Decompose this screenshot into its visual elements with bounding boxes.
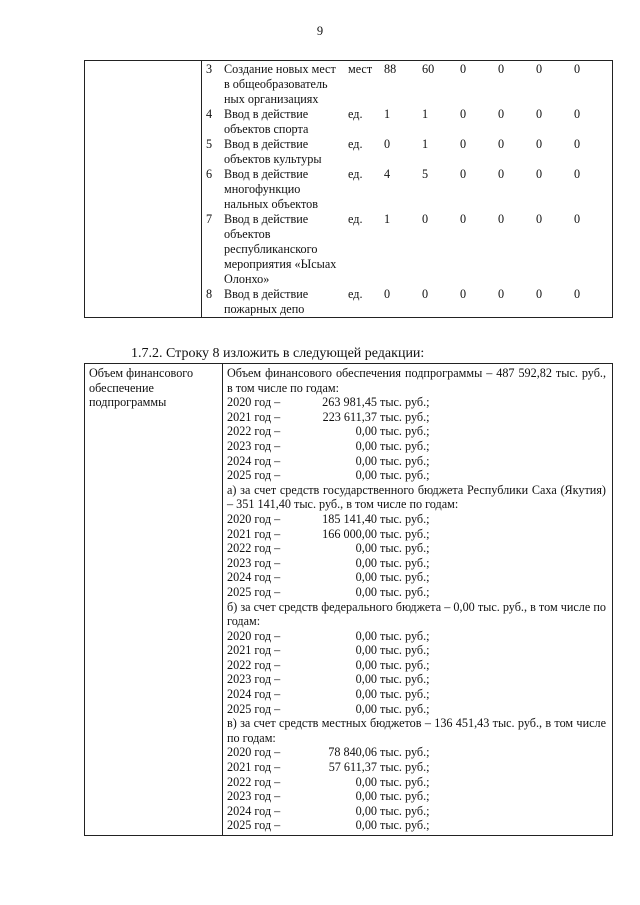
indicator-value: 0 (422, 212, 429, 226)
indicator-name: Ввод в действие объектов спорта (224, 107, 309, 136)
section-heading: 1.7.2. Строку 8 изложить в следующей редакции: (131, 346, 425, 361)
year-label: 2024 год – (227, 570, 281, 585)
indicator-value: 0 (536, 107, 543, 121)
year-amount: 78 840,06 (328, 745, 377, 760)
year-amount: 0,00 (355, 584, 377, 599)
year-line (227, 410, 606, 425)
year-line (227, 702, 606, 717)
indicator-name: Ввод в действие многофункцио нальных объектов (224, 167, 319, 211)
year-amount: 0,00 (355, 672, 377, 687)
year-unit: тыс. руб.; (380, 424, 430, 439)
year-line (227, 585, 606, 600)
indicator-value: 0 (574, 212, 581, 226)
indicator-name: Создание новых мест в общеобразователь ных организациях (224, 62, 336, 106)
indicator-value: 1 (384, 107, 391, 121)
year-amount: 166 000,00 (322, 526, 377, 541)
indicator-unit: мест (348, 62, 373, 76)
year-label: 2023 год – (227, 672, 281, 687)
year-line (227, 395, 606, 410)
indicator-value: 1 (384, 212, 391, 226)
indicator-value: 0 (574, 287, 581, 301)
year-line (227, 745, 606, 760)
indicator-value: 0 (536, 287, 543, 301)
year-amount: 57 611,37 (328, 760, 377, 775)
indicator-value: 0 (574, 107, 581, 121)
indicator-value: 0 (460, 167, 467, 181)
year-line (227, 818, 606, 833)
year-unit: тыс. руб.; (380, 409, 430, 424)
indicator-value: 0 (460, 62, 467, 76)
year-line (227, 672, 606, 687)
indicator-value: 1 (422, 137, 429, 151)
year-line (227, 556, 606, 571)
indicator-number: 4 (206, 107, 213, 121)
year-amount: 0,00 (355, 468, 377, 483)
year-unit: тыс. руб.; (380, 584, 430, 599)
year-label: 2022 год – (227, 541, 281, 556)
year-unit: тыс. руб.; (380, 774, 430, 789)
year-amount: 223 611,37 (322, 409, 377, 424)
year-line (227, 468, 606, 483)
indicator-unit: ед. (348, 167, 363, 181)
year-unit: тыс. руб.; (380, 818, 430, 833)
year-label: 2025 год – (227, 701, 281, 716)
year-unit: тыс. руб.; (380, 438, 430, 453)
year-amount: 0,00 (355, 687, 377, 702)
local-budget-text: в) за счет средств местных бюджетов – 136 451,43 тыс. руб., в том числе по годам: (227, 716, 606, 745)
indicator-value: 0 (384, 137, 391, 151)
indicator-unit: ед. (348, 287, 363, 301)
year-label: 2021 год – (227, 643, 281, 658)
indicator-unit: ед. (348, 137, 363, 151)
year-unit: тыс. руб.; (380, 453, 430, 468)
indicator-value: 0 (498, 212, 505, 226)
indicator-value: 0 (498, 62, 505, 76)
year-line (227, 424, 606, 439)
indicator-name: Ввод в действие пожарных депо (224, 287, 309, 316)
year-line (227, 789, 606, 804)
year-label: 2022 год – (227, 657, 281, 672)
year-label: 2020 год – (227, 745, 281, 760)
indicator-number: 8 (206, 287, 213, 301)
indicator-value: 0 (536, 62, 543, 76)
year-label: 2024 год – (227, 687, 281, 702)
year-unit: тыс. руб.; (380, 541, 430, 556)
indicator-value: 0 (574, 137, 581, 151)
indicator-value: 1 (422, 107, 429, 121)
year-line (227, 541, 606, 556)
indicator-value: 0 (498, 137, 505, 151)
year-line (227, 687, 606, 702)
indicators-empty-cell (85, 61, 202, 318)
year-amount: 0,00 (355, 453, 377, 468)
year-line (227, 629, 606, 644)
year-amount: 263 981,45 (322, 395, 377, 410)
year-amount: 0,00 (355, 643, 377, 658)
total-years (227, 395, 606, 483)
year-label: 2021 год – (227, 760, 281, 775)
total-funding-text: Объем финансового обеспечения подпрограммы – 487 592,82 тыс. руб., в том числе по годам: (227, 366, 606, 395)
page-number: 9 (316, 24, 324, 38)
indicator-number: 6 (206, 167, 213, 181)
year-amount: 0,00 (355, 628, 377, 643)
year-amount: 0,00 (355, 803, 377, 818)
indicator-row (202, 62, 612, 107)
year-unit: тыс. руб.; (380, 468, 430, 483)
year-label: 2020 год – (227, 395, 281, 410)
year-unit: тыс. руб.; (380, 803, 430, 818)
year-line (227, 775, 606, 790)
year-amount: 0,00 (355, 701, 377, 716)
state-budget-text: а) за счет средств государственного бюджета Республики Саха (Якутия) – 351 141,40 тыс. руб., в том числе по годам: (227, 482, 606, 512)
year-unit: тыс. руб.; (380, 789, 430, 804)
year-amount: 0,00 (355, 438, 377, 453)
funding-content-cell (223, 364, 613, 836)
indicator-value: 0 (384, 287, 391, 301)
indicator-value: 0 (574, 62, 581, 76)
indicators-rows-cell (202, 61, 613, 318)
year-amount: 0,00 (355, 555, 377, 570)
year-line (227, 439, 606, 454)
year-amount: 0,00 (355, 657, 377, 672)
year-unit: тыс. руб.; (380, 395, 430, 410)
year-label: 2020 год – (227, 628, 281, 643)
indicator-value: 0 (536, 137, 543, 151)
indicator-value: 0 (498, 107, 505, 121)
year-amount: 0,00 (355, 424, 377, 439)
indicator-value: 0 (422, 287, 429, 301)
indicator-number: 3 (206, 62, 213, 76)
state-years (227, 512, 606, 600)
indicator-value: 4 (384, 167, 391, 181)
year-amount: 0,00 (355, 774, 377, 789)
indicator-row (202, 107, 612, 137)
indicator-value: 0 (498, 287, 505, 301)
year-line (227, 512, 606, 527)
year-unit: тыс. руб.; (380, 745, 430, 760)
indicator-row (202, 212, 612, 287)
year-line (227, 643, 606, 658)
federal-years (227, 629, 606, 717)
indicator-value: 0 (536, 167, 543, 181)
indicator-value: 0 (460, 107, 467, 121)
indicator-value: 0 (460, 287, 467, 301)
year-label: 2020 год – (227, 511, 281, 526)
year-line (227, 570, 606, 585)
year-unit: тыс. руб.; (380, 687, 430, 702)
year-label: 2025 год – (227, 468, 281, 483)
year-unit: тыс. руб.; (380, 555, 430, 570)
indicator-number: 5 (206, 137, 213, 151)
indicator-value: 5 (422, 167, 429, 181)
indicator-row (202, 137, 612, 167)
federal-budget-text: б) за счет средств федерального бюджета – 0,00 тыс. руб., в том числе по годам: (227, 599, 606, 629)
funding-label-cell: Объем финансового обеспечение подпрограммы (85, 364, 223, 836)
year-unit: тыс. руб.; (380, 657, 430, 672)
year-amount: 0,00 (355, 570, 377, 585)
year-unit: тыс. руб.; (380, 628, 430, 643)
year-label: 2021 год – (227, 526, 281, 541)
year-unit: тыс. руб.; (380, 526, 430, 541)
year-unit: тыс. руб.; (380, 511, 430, 526)
indicator-value: 0 (574, 167, 581, 181)
indicator-rows (202, 61, 612, 317)
year-unit: тыс. руб.; (380, 643, 430, 658)
year-label: 2023 год – (227, 789, 281, 804)
year-unit: тыс. руб.; (380, 760, 430, 775)
indicator-number: 7 (206, 212, 213, 226)
local-years (227, 745, 606, 833)
year-amount: 0,00 (355, 789, 377, 804)
year-label: 2024 год – (227, 453, 281, 468)
year-line (227, 454, 606, 469)
year-line (227, 658, 606, 673)
year-label: 2025 год – (227, 818, 281, 833)
year-label: 2022 год – (227, 424, 281, 439)
year-label: 2025 год – (227, 584, 281, 599)
indicator-value: 0 (536, 212, 543, 226)
year-label: 2021 год – (227, 409, 281, 424)
year-amount: 185 141,40 (322, 511, 377, 526)
year-line (227, 527, 606, 542)
year-unit: тыс. руб.; (380, 570, 430, 585)
indicator-value: 0 (460, 137, 467, 151)
indicator-value: 0 (498, 167, 505, 181)
year-amount: 0,00 (355, 541, 377, 556)
indicator-value: 0 (460, 212, 467, 226)
indicator-unit: ед. (348, 107, 363, 121)
year-label: 2024 год – (227, 803, 281, 818)
year-label: 2023 год – (227, 438, 281, 453)
indicator-row (202, 167, 612, 212)
indicator-value: 60 (422, 62, 435, 76)
year-amount: 0,00 (355, 818, 377, 833)
year-line (227, 804, 606, 819)
year-label: 2023 год – (227, 555, 281, 570)
indicators-table (84, 60, 613, 318)
indicator-name: Ввод в действие объектов республиканского мероприятия «Ысыах Олонхо» (224, 212, 337, 286)
indicator-row (202, 287, 612, 317)
indicator-name: Ввод в действие объектов культуры (224, 137, 322, 166)
funding-table (84, 363, 613, 836)
year-unit: тыс. руб.; (380, 672, 430, 687)
indicator-unit: ед. (348, 212, 363, 226)
year-label: 2022 год – (227, 774, 281, 789)
year-unit: тыс. руб.; (380, 701, 430, 716)
year-line (227, 760, 606, 775)
indicator-value: 88 (384, 62, 397, 76)
